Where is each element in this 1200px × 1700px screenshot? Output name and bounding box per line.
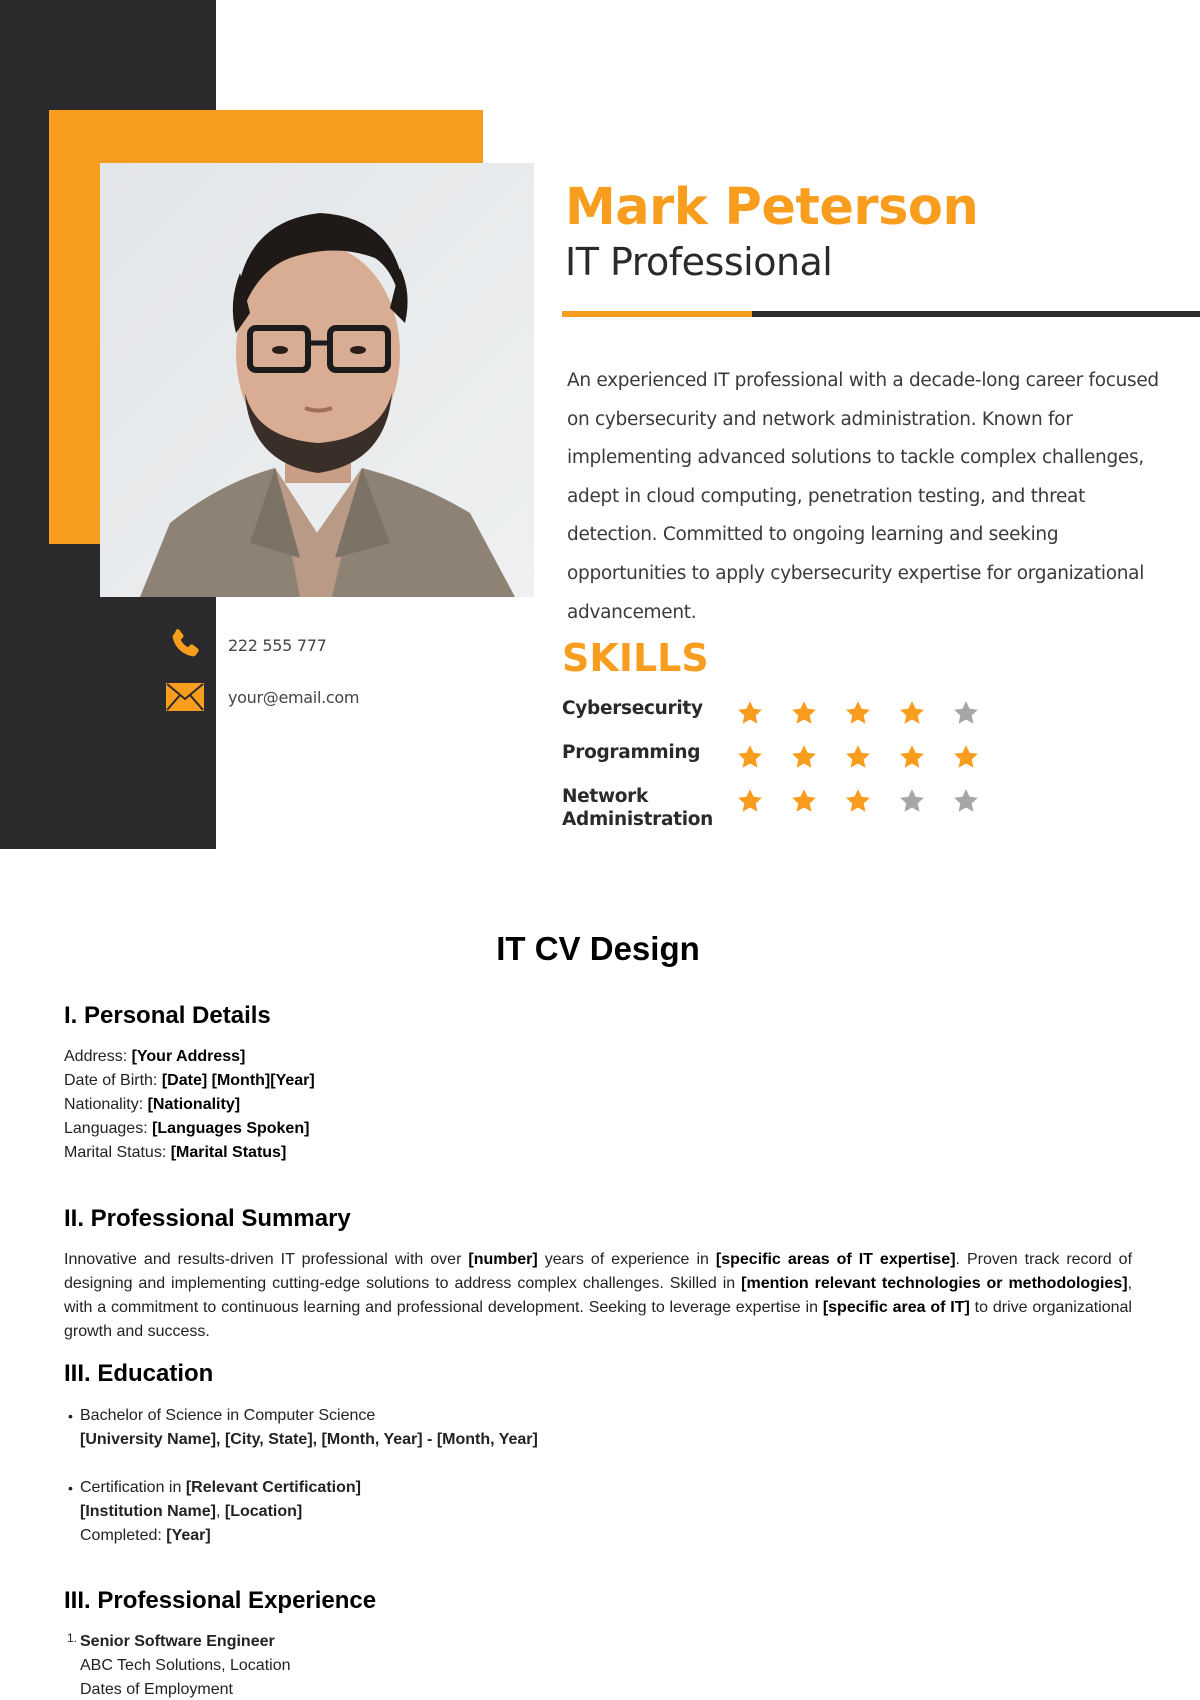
section-heading-education: III. Education — [64, 1360, 214, 1387]
star-filled-icon — [898, 699, 926, 727]
skills-list — [562, 697, 1006, 845]
profile-summary: An experienced IT professional with a decade-long career focused on cybersecurity and network administration. Known for implementing advanced solutions to tackle complex challenges, adept in cloud computing, penetration testing, and threat detection. Committed to ongoing learning and seeking opportunities to apply cybersecurity expertise for organizational advancement. — [567, 370, 1159, 623]
skill-rating — [736, 697, 1006, 727]
job-title: Senior Software Engineer — [80, 1633, 275, 1650]
star-empty-icon — [898, 787, 926, 815]
education-item: • Bachelor of Science in Computer Science [University Name], [City, State], [Month, Year] - [Month, Year] — [64, 1404, 538, 1452]
contact-email — [165, 677, 359, 717]
skill-rating — [736, 785, 1006, 815]
skill-row — [562, 697, 1006, 727]
divider-dark-segment — [752, 311, 1200, 317]
candidate-role: IT Professional — [565, 240, 833, 284]
email-address: your@email.com — [228, 687, 360, 707]
document-title: IT CV Design — [496, 930, 700, 967]
contact-phone — [165, 625, 359, 665]
star-filled-icon — [736, 787, 764, 815]
bullet-icon: • — [68, 1480, 73, 1496]
skill-name — [562, 785, 736, 831]
contact-list — [165, 625, 359, 729]
star-filled-icon — [736, 699, 764, 727]
star-filled-icon — [844, 743, 872, 771]
skill-name: Programming — [562, 742, 701, 763]
skill-name-line: Administration — [562, 809, 714, 830]
section-heading-personal-details: I. Personal Details — [64, 1002, 271, 1029]
profile-photo — [100, 163, 534, 597]
personal-details-list — [64, 1045, 315, 1165]
star-filled-icon — [790, 699, 818, 727]
star-filled-icon — [790, 743, 818, 771]
detail-value: [Marital Status] — [170, 1144, 287, 1161]
envelope-icon — [165, 677, 205, 717]
star-filled-icon — [844, 699, 872, 727]
star-filled-icon — [952, 743, 980, 771]
detail-row-dob: Date of Birth: [Date] [Month][Year] — [64, 1072, 315, 1089]
star-filled-icon — [790, 787, 818, 815]
portrait-illustration — [100, 163, 534, 597]
skill-row — [562, 785, 1006, 831]
candidate-name: Mark Peterson — [565, 178, 979, 237]
experience-item — [64, 1630, 291, 1700]
professional-summary-paragraph: Innovative and results-driven IT professional with over [number] years of experience in [specific areas of IT expertise]. Proven track record of designing and implementing cutting-edge solutions to address complex challenges. Skilled in [mention relevant technologies or methodologies], with a commitment to continuous learning and professional development. Seeking to leverage expertise in [specific area of IT] to drive organizational growth and success. — [64, 1251, 1133, 1340]
star-empty-icon — [952, 787, 980, 815]
detail-value: [Date] [Month][Year] — [161, 1072, 315, 1089]
skill-row — [562, 741, 1006, 771]
skills-heading: SKILLS — [562, 636, 709, 680]
detail-value: [Nationality] — [147, 1096, 241, 1113]
star-filled-icon — [898, 743, 926, 771]
star-filled-icon — [736, 743, 764, 771]
detail-row-marital-status: Marital Status: [Marital Status] — [64, 1144, 287, 1161]
detail-row-address: Address: [Your Address] — [64, 1048, 246, 1065]
detail-row-nationality: Nationality: [Nationality] — [64, 1096, 241, 1113]
section-heading-professional-summary: II. Professional Summary — [64, 1205, 351, 1232]
list-number: 1. — [67, 1631, 78, 1645]
header-divider — [562, 311, 1200, 317]
education-item: • Certification in [Relevant Certification] [Institution Name], [Location] Completed: [Year] — [64, 1476, 361, 1548]
skill-name-line: Network — [562, 786, 649, 807]
bullet-icon: • — [68, 1408, 73, 1424]
skill-rating — [736, 741, 1006, 771]
phone-number: 222 555 777 — [228, 635, 327, 655]
company: ABC Tech Solutions, Location — [80, 1657, 291, 1674]
star-empty-icon — [952, 699, 980, 727]
employment-dates: Dates of Employment — [80, 1681, 233, 1698]
star-filled-icon — [844, 787, 872, 815]
detail-value: [Languages Spoken] — [152, 1120, 310, 1137]
divider-accent-segment — [562, 311, 752, 317]
section-heading-experience: III. Professional Experience — [64, 1587, 377, 1614]
phone-icon — [165, 625, 205, 665]
skill-name: Cybersecurity — [562, 698, 703, 719]
detail-row-languages: Languages: [Languages Spoken] — [64, 1120, 310, 1137]
detail-value: [Your Address] — [131, 1048, 246, 1065]
